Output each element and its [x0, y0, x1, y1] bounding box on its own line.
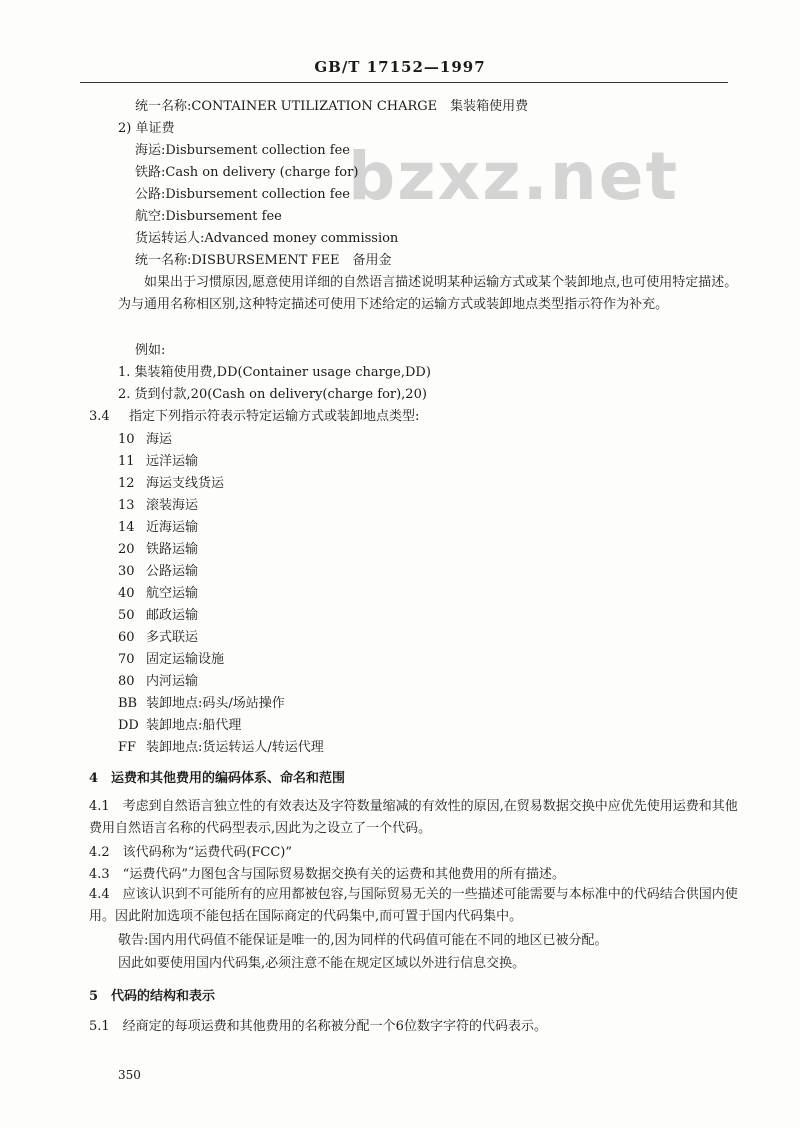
code-row [118, 453, 198, 471]
code-row [118, 541, 198, 559]
specific-description-paragraph: 如果出于习惯原因,愿意使用详细的自然语言描述说明某种运输方式或某个装卸地点,也可使用特定描述。为与通用名称相区别,这种特定描述可使用下述给定的运输方式或装卸地点类型指示符作为补充。 [118, 275, 738, 312]
example-item: 1. 集装箱使用费,DD(Container usage charge,DD) [118, 365, 431, 380]
clause-4-2: 4.2 该代码称为“运费代码(FCC)” [89, 845, 293, 860]
code-desc: 滚装海运 [146, 498, 199, 513]
code-value: 20 [118, 542, 135, 557]
clause-4-4: 4.4 应该认识到不可能所有的应用都被包容,与国际贸易无关的一些描述可能需要与本标准中的代码结合供国内使用。因此附加选项不能包括在国际商定的代码集中,而可置于国内代码集中。 [89, 887, 738, 924]
code-row [118, 673, 198, 691]
code-value: 40 [118, 586, 135, 601]
code-value: 70 [118, 652, 135, 667]
clause-number: 3.4 [89, 409, 110, 424]
watermark: bzxz.net [348, 138, 680, 215]
item2-line: 统一名称:DISBURSEMENT FEE 备用金 [135, 253, 392, 268]
clause-3-4 [89, 408, 419, 426]
section-4-heading: 4 运费和其他费用的编码体系、命名和范围 [89, 771, 346, 786]
warning-note-continued: 因此如要使用国内代码集,必须注意不能在规定区域以外进行信息交换。 [118, 956, 526, 971]
item2-title: 2) 单证费 [118, 121, 175, 136]
code-row [118, 563, 198, 581]
code-desc: 海运 [146, 432, 173, 447]
clause-text: 指定下列指示符表示特定运输方式或装卸地点类型: [129, 409, 420, 424]
code-row [118, 717, 241, 735]
code-desc: 航空运输 [146, 586, 199, 601]
code-value: 13 [118, 498, 135, 513]
unified-name-container: 统一名称:CONTAINER UTILIZATION CHARGE 集装箱使用费 [135, 99, 529, 114]
code-row [118, 629, 198, 647]
code-value: 30 [118, 564, 135, 579]
code-value: FF [118, 740, 137, 755]
section-5-heading: 5 代码的结构和表示 [89, 989, 216, 1004]
code-value: 14 [118, 520, 135, 535]
code-value: 80 [118, 674, 135, 689]
code-desc: 铁路运输 [146, 542, 199, 557]
code-desc: 多式联运 [146, 630, 199, 645]
item2-line: 铁路:Cash on delivery (charge for) [135, 165, 359, 180]
code-desc: 装卸地点:货运转运人/转运代理 [146, 740, 324, 755]
code-value: 11 [118, 454, 135, 469]
code-row [118, 519, 198, 537]
code-desc: 公路运输 [146, 564, 199, 579]
code-row [118, 585, 198, 603]
page-header: GB/T 17152—1997 [314, 58, 486, 76]
code-desc: 邮政运输 [146, 608, 199, 623]
code-desc: 海运支线货运 [146, 476, 225, 491]
example-item: 2. 货到付款,20(Cash on delivery(charge for),20) [118, 387, 427, 402]
code-value: 60 [118, 630, 135, 645]
code-row [118, 739, 324, 757]
example-label: 例如: [135, 343, 166, 358]
code-row [118, 695, 285, 713]
item2-line: 货运转运人:Advanced money commission [135, 231, 399, 246]
code-desc: 近海运输 [146, 520, 199, 535]
code-value: DD [118, 718, 139, 733]
code-value: BB [118, 696, 138, 711]
warning-note: 敬告:国内用代码值不能保证是唯一的,因为同样的代码值可能在不同的地区已被分配。 [118, 933, 608, 948]
item2-line: 航空:Disbursement fee [135, 209, 282, 224]
item2-line: 海运:Disbursement collection fee [135, 143, 350, 158]
code-value: 12 [118, 476, 135, 491]
code-value: 50 [118, 608, 135, 623]
clause-4-1: 4.1 考虑到自然语言独立性的有效表达及字符数量缩减的有效性的原因,在贸易数据交换中应优先使用运费和其他费用自然语言名称的代码型表示,因此为之设立了一个代码。 [89, 799, 738, 836]
code-desc: 内河运输 [146, 674, 199, 689]
code-desc: 装卸地点:船代理 [146, 718, 242, 733]
code-row [118, 607, 198, 625]
code-row [118, 431, 172, 449]
code-desc: 装卸地点:码头/场站操作 [146, 696, 285, 711]
code-value: 10 [118, 432, 135, 447]
clause-5-1: 5.1 经商定的每项运费和其他费用的名称被分配一个6位数字字符的代码表示。 [89, 1019, 547, 1034]
item2-line: 公路:Disbursement collection fee [135, 187, 350, 202]
header-rule [80, 82, 728, 83]
code-row [118, 475, 224, 493]
code-desc: 固定运输设施 [146, 652, 225, 667]
code-row [118, 497, 198, 515]
code-desc: 远洋运输 [146, 454, 199, 469]
page-number: 350 [118, 1068, 141, 1082]
clause-4-3: 4.3 “运费代码”力图包含与国际贸易数据交换有关的运费和其他费用的所有描述。 [89, 867, 565, 882]
code-row [118, 651, 224, 669]
